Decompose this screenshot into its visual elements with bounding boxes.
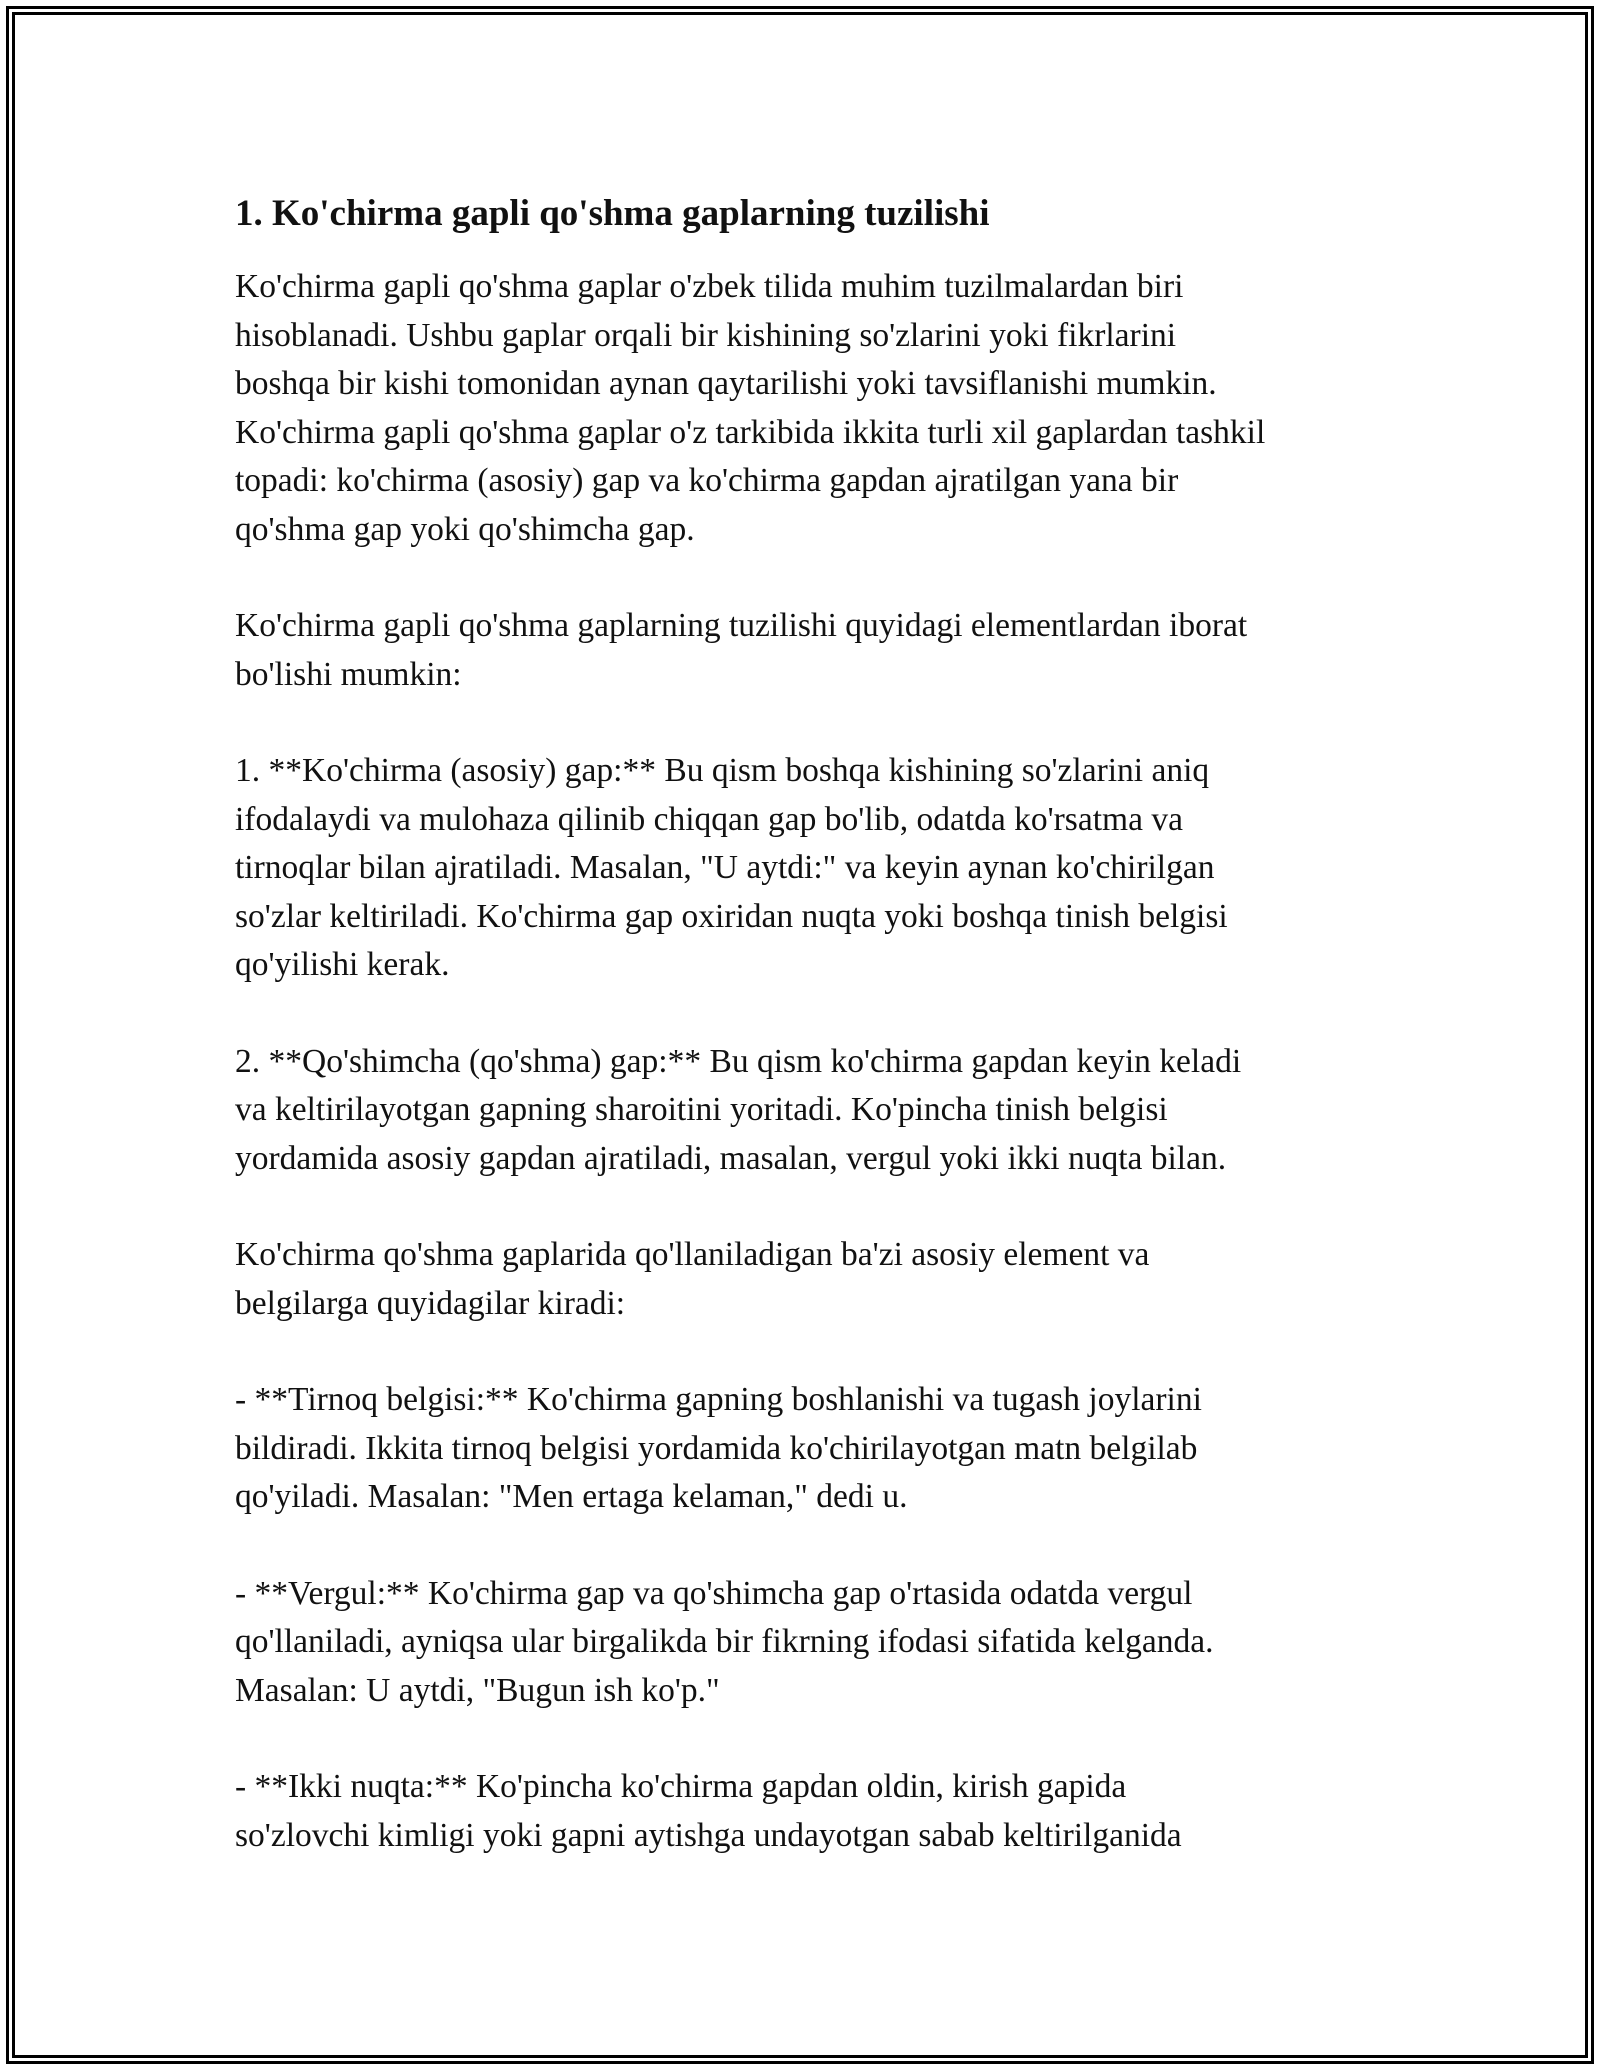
section-heading: 1. Ko'chirma gapli qo'shma gaplarning tuzilishi <box>235 193 990 234</box>
bullet-quotation-mark: - **Tirnoq belgisi:** Ko'chirma gapning boshlanishi va tugash joylarini bildiradi. Ikkita tirnoq belgisi yordamida ko'chirilayotgan matn belgilab qo'yiladi. Masalan: "Men ertaga kelaman," dedi u. <box>235 1381 1202 1515</box>
bullet-colon: - **Ikki nuqta:** Ko'pincha ko'chirma gapdan oldin, kirish gapida so'zlovchi kimligi yoki gapni aytishga undayotgan sabab keltirilganida <box>235 1768 1182 1854</box>
paragraph-elements-lead: Ko'chirma qo'shma gaplarida qo'llaniladigan ba'zi asosiy element va belgilarga quyidagilar kiradi: <box>235 1236 1150 1322</box>
bullet-comma: - **Vergul:** Ko'chirma gap va qo'shimcha gap o'rtasida odatda vergul qo'llaniladi, ayniqsa ular birgalikda bir fikrning ifodasi sifatida kelganda. Masalan: U aytdi, "Bugun ish ko'p." <box>235 1574 1214 1709</box>
paragraph-intro: Ko'chirma gapli qo'shma gaplar o'zbek tilida muhim tuzilmalardan biri hisoblanadi. Ushbu gaplar orqali bir kishining so'zlarini yoki fikrlarini boshqa bir kishi tomonidan aynan qaytarilishi yoki tavsiflanishi mumkin. Ko'chirma gapli qo'shma gaplar o'z tarkibida ikkita turli xil gaplardan tashkil topadi: ko'chirma (asosiy) gap va ko'chirma gapdan ajratilgan yana bir qo'shma gap yoki qo'shimcha gap. <box>235 268 1266 548</box>
list-item-additional-clause: 2. **Qo'shimcha (qo'shma) gap:** Bu qism ko'chirma gapdan keyin keladi va keltirilayotgan gapning sharoitini yoritadi. Ko'pincha tinish belgisi yordamida asosiy gapdan ajratiladi, masalan, vergul yoki ikki nuqta bilan. <box>235 1042 1242 1177</box>
list-item-main-quote: 1. **Ko'chirma (asosiy) gap:** Bu qism boshqa kishining so'zlarini aniq ifodalaydi va mulohaza qilinib chiqqan gap bo'lib, odatda ko'rsatma va tirnoqlar bilan ajratiladi. Masalan, "U aytdi:" va keyin aynan ko'chirilgan so'zlar keltiriladi. Ko'chirma gap oxiridan nuqta yoki boshqa tinish belgisi qo'yilishi kerak. <box>235 752 1228 983</box>
document-body <box>235 185 1395 1908</box>
paragraph-structure-lead: Ko'chirma gapli qo'shma gaplarning tuzilishi quyidagi elementlardan iborat bo'lishi mumkin: <box>235 607 1248 693</box>
